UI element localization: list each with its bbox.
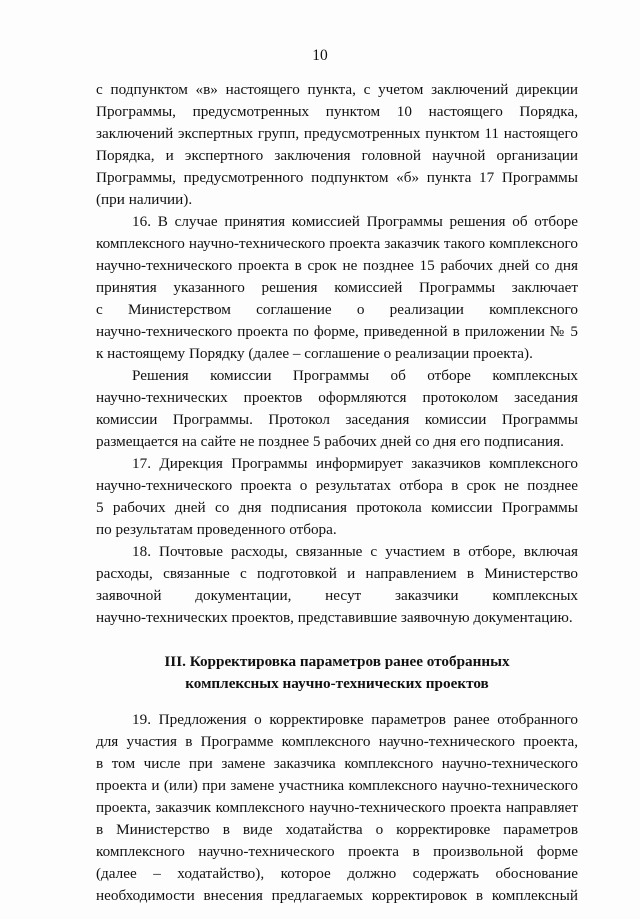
text-line: научно-технического проекта в срок не позднее 15 рабочих дней со дня — [96, 257, 578, 274]
text-line: комплексного научно-технического проекта в произвольной форме — [96, 843, 578, 860]
text-line: в том числе при замене заказчика комплексного научно-технического — [96, 755, 578, 772]
text-line: научно-технического проекта по форме, приведенной в приложении № 5 — [96, 323, 578, 340]
text-line: проекта и (или) при замене участника комплексного научно-технического — [96, 777, 578, 794]
text-line: с подпунктом «в» настоящего пункта, с учетом заключений дирекции — [96, 81, 578, 98]
text-line: 19. Предложения о корректировке параметров ранее отобранного — [132, 711, 578, 728]
text-line: научно-технических проектов оформляются протоколом заседания — [96, 389, 578, 406]
text-line: научно-технического проекта о результатах отбора в срок не позднее — [96, 477, 578, 494]
text-line: (при наличии). — [96, 191, 193, 208]
page-number: 10 — [312, 47, 328, 64]
text-line: комплексного научно-технического проекта заказчик такого комплексного — [96, 235, 578, 252]
text-line: для участия в Программе комплексного научно-технического проекта, — [96, 733, 578, 750]
text-line: 16. В случае принятия комиссией Программы решения об отборе — [132, 213, 578, 230]
text-line: необходимости внесения предлагаемых корректировок в комплексный — [96, 887, 578, 904]
text-line: размещается на сайте не позднее 5 рабочих дней со дня его подписания. — [96, 433, 564, 450]
text-line: к настоящему Порядку (далее – соглашение о реализации проекта). — [96, 345, 533, 362]
text-line: заключений экспертных групп, предусмотренных пунктом 11 настоящего — [96, 125, 578, 142]
text-line: Порядка, и экспертного заключения головной научной организации — [96, 147, 578, 164]
text-line: научно-технических проектов, представившие заявочную документацию. — [96, 609, 573, 626]
text-line: принятия указанного решения комиссией Программы заключает — [96, 279, 578, 296]
section-heading-line: III. Корректировка параметров ранее отобранных — [164, 653, 510, 670]
text-line: комиссии Программы. Протокол заседания комиссии Программы — [96, 411, 578, 428]
section-heading-line: комплексных научно-технических проектов — [185, 675, 489, 692]
text-line: в Министерство в виде ходатайства о корректировке параметров — [96, 821, 578, 838]
document-body — [96, 79, 578, 907]
text-line: с Министерством соглашение о реализации комплексного — [96, 301, 578, 318]
text-line: заявочной документации, несут заказчики комплексных — [96, 587, 578, 604]
text-line: расходы, связанные с подготовкой и направлением в Министерство — [96, 565, 578, 582]
section-gap — [96, 629, 578, 651]
text-line: Программы, предусмотренных пунктом 10 настоящего Порядка, — [96, 103, 578, 120]
text-line: (далее – ходатайство), которое должно содержать обоснование — [96, 865, 578, 882]
section-gap — [96, 695, 578, 709]
text-line: 5 рабочих дней со дня подписания протокола комиссии Программы — [96, 499, 578, 516]
text-line: Решения комиссии Программы об отборе комплексных — [132, 367, 578, 384]
text-line: 17. Дирекция Программы информирует заказчиков комплексного — [132, 455, 578, 472]
text-line: по результатам проведенного отбора. — [96, 521, 337, 538]
text-line: Программы, предусмотренного подпунктом «б» пункта 17 Программы — [96, 169, 578, 186]
text-line: 18. Почтовые расходы, связанные с участием в отборе, включая — [132, 543, 578, 560]
text-line: проекта, заказчик комплексного научно-технического проекта направляет — [96, 799, 578, 816]
